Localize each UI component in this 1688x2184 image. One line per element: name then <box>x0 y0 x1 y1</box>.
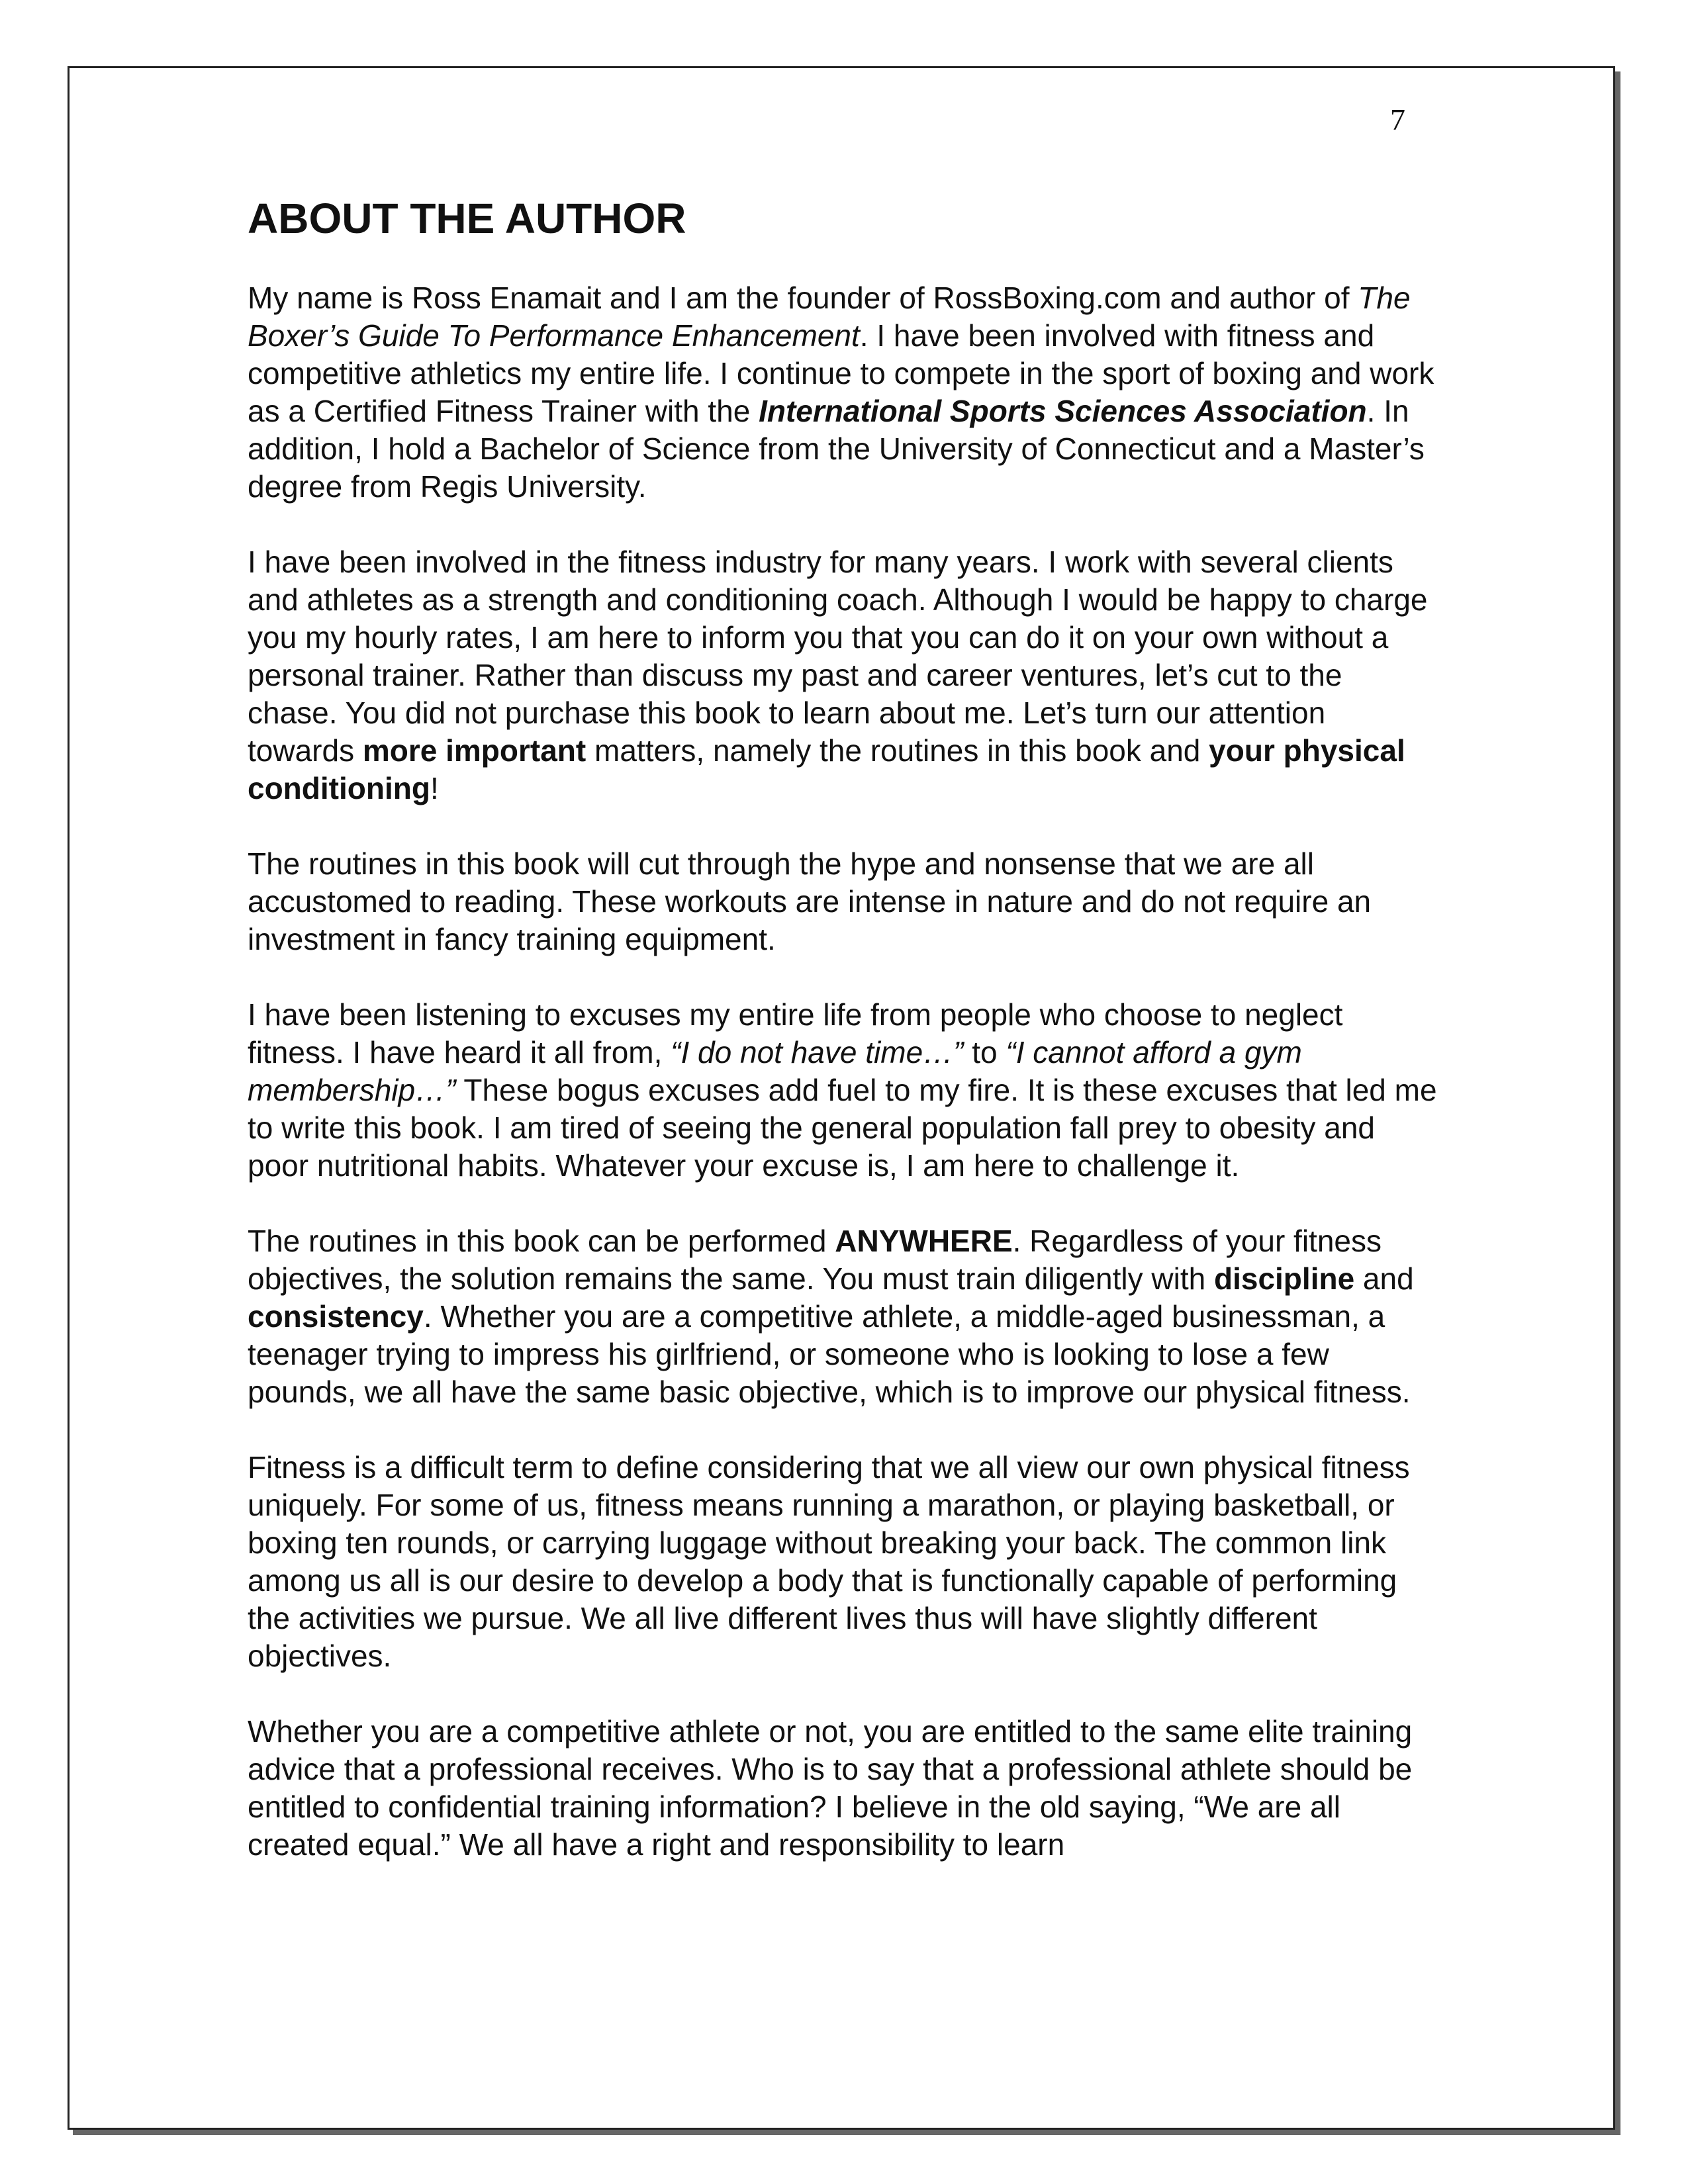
quote: “I do not have time…” <box>671 1035 964 1069</box>
text: . Whether you are a competitive athlete, a middle-aged businessman, a teenager trying to impress his girlfriend, or someone who is looking to lose a few pounds, we all have the same basic objective, which is to improve our physical fitness. <box>248 1299 1411 1409</box>
text: . Regardless of your fitness objectives, the solution remains the same. You must train diligently with <box>248 1224 1382 1296</box>
emphasis: discipline <box>1213 1261 1355 1296</box>
text: The routines in this book can be performed <box>248 1224 835 1258</box>
emphasis: ANYWHERE <box>835 1224 1013 1258</box>
paragraph-excuses <box>248 996 1439 1185</box>
text: These bogus excuses add fuel to my fire. It is these excuses that led me to write this book. I am tired of seeing the general population fall prey to obesity and poor nutritional habits. Whatever your excuse is, I am here to challenge it. <box>248 1073 1437 1183</box>
book-title: The Boxer’s Guide To Performance Enhancement <box>248 281 1411 353</box>
quote: “I cannot afford a gym membership…” <box>248 1035 1302 1107</box>
paragraph-anywhere <box>248 1222 1439 1411</box>
organization-name: International Sports Sciences Association <box>759 394 1367 428</box>
paragraph-elite-training: Whether you are a competitive athlete or not, you are entitled to the same elite training advice that a professional receives. Who is to say that a professional athlete should be entitled to confidential training information? I believe in the old saying, “We are all created equal.” We all have a right and responsibility to learn <box>248 1714 1413 1862</box>
paragraph-routines-hype: The routines in this book will cut through the hype and nonsense that we are all accustomed to reading. These workouts are intense in nature and do not require an investment in fancy training equipment. <box>248 846 1372 956</box>
paragraph-fitness-industry <box>248 543 1439 807</box>
paragraph-fitness-definition: Fitness is a difficult term to define considering that we all view our own physical fitness uniquely. For some of us, fitness means running a marathon, or playing basketball, or boxing ten rounds, or carrying luggage without breaking your back. The common link among us all is our desire to develop a body that is functionally capable of performing the activities we pursue. We all live different lives thus will have slightly different objectives. <box>248 1450 1410 1673</box>
text: ! <box>430 771 439 805</box>
page-number: 7 <box>1390 103 1405 136</box>
text: . I have been involved with fitness and competitive athletics my entire life. I continue to compete in the sport of boxing and work as a Certified Fitness Trainer with the <box>248 318 1434 428</box>
text: . In addition, I hold a Bachelor of Science from the University of Connecticut and a Master’s degree from Regis University. <box>248 394 1425 504</box>
text: matters, namely the routines in this book and <box>586 733 1209 768</box>
emphasis: consistency <box>248 1299 424 1334</box>
paragraph-author-intro <box>248 279 1439 506</box>
emphasis: your physical conditioning <box>248 733 1405 805</box>
page-title: ABOUT THE AUTHOR <box>248 195 686 242</box>
text: My name is Ross Enamait and I am the founder of RossBoxing.com and author of <box>248 281 1358 315</box>
emphasis: more important <box>362 733 586 768</box>
text: and <box>1354 1261 1414 1296</box>
page-content <box>248 192 1439 1901</box>
text: I have been listening to excuses my entire life from people who choose to neglect fitness. I have heard it all from, <box>248 997 1343 1069</box>
text: I have been involved in the fitness industry for many years. I work with several clients and athletes as a strength and conditioning coach. Although I would be happy to charge you my hourly rates, I am here to inform you that you can do it on your own without a personal trainer. Rather than discuss my past and career ventures, let’s cut to the chase. You did not purchase this book to learn about me. Let’s turn our attention towards <box>248 545 1428 768</box>
text: to <box>963 1035 1006 1069</box>
